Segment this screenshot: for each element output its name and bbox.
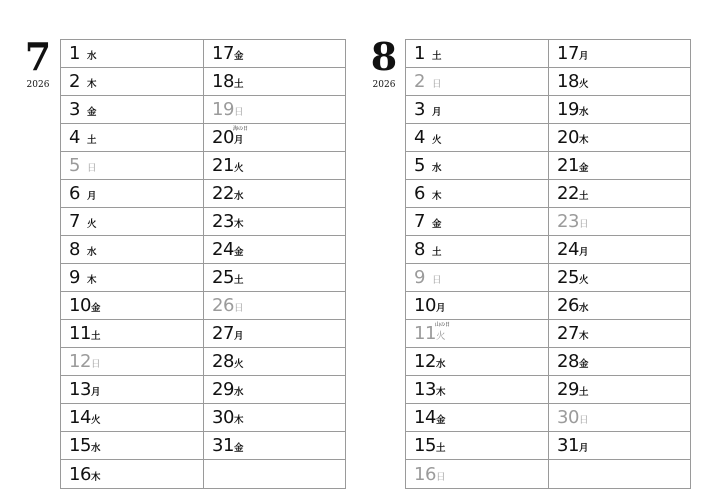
day-cell xyxy=(204,320,346,348)
day-number: 14 xyxy=(414,407,436,428)
day-number: 19 xyxy=(557,99,579,120)
day-cell xyxy=(61,460,203,488)
day-number: 18 xyxy=(557,71,579,92)
weekday-label: 月 xyxy=(579,247,589,258)
weekday-label: 月 xyxy=(579,443,589,454)
day-number: 10 xyxy=(69,295,91,316)
days-column-17-31 xyxy=(203,40,346,488)
weekday-label: 木 xyxy=(579,331,589,342)
day-cell xyxy=(549,208,691,236)
day-cell xyxy=(204,152,346,180)
day-cell xyxy=(204,208,346,236)
day-number: 2 xyxy=(69,71,80,92)
weekday-label: 土 xyxy=(432,51,442,62)
day-number: 23 xyxy=(212,211,234,232)
weekday-label: 火 xyxy=(234,359,244,370)
day-number: 20 xyxy=(557,127,579,148)
day-cell xyxy=(406,404,548,432)
weekday-label: 木 xyxy=(91,472,101,483)
weekday-label: 土 xyxy=(436,443,446,454)
day-cell xyxy=(61,320,203,348)
weekday-label: 日 xyxy=(432,79,442,90)
weekday-label: 月 xyxy=(87,191,97,202)
day-number: 15 xyxy=(414,435,436,456)
day-number: 9 xyxy=(69,267,80,288)
day-cell xyxy=(204,40,346,68)
day-number: 19 xyxy=(212,99,234,120)
day-cell xyxy=(549,96,691,124)
month-number: 7 xyxy=(24,34,52,79)
day-cell xyxy=(549,320,691,348)
weekday-label: 日 xyxy=(91,359,101,370)
day-number: 13 xyxy=(69,379,91,400)
day-cell xyxy=(549,292,691,320)
weekday-label: 金 xyxy=(234,247,244,258)
day-number: 1 xyxy=(69,43,80,64)
weekday-label: 金 xyxy=(91,303,101,314)
day-number: 28 xyxy=(557,351,579,372)
weekday-label: 金 xyxy=(234,443,244,454)
day-cell xyxy=(204,404,346,432)
holiday-name: 海の日 xyxy=(233,126,249,132)
weekday-label: 日 xyxy=(579,415,589,426)
day-number: 7 xyxy=(414,211,425,232)
weekday-label: 火 xyxy=(579,79,589,90)
day-number: 5 xyxy=(69,155,80,176)
day-cell xyxy=(549,432,691,460)
day-cell xyxy=(406,432,548,460)
holiday-name: 山の日 xyxy=(435,322,451,328)
weekday-label: 水 xyxy=(87,247,97,258)
day-number: 29 xyxy=(212,379,234,400)
day-cell xyxy=(61,180,203,208)
day-cell xyxy=(61,152,203,180)
day-cell xyxy=(406,40,548,68)
day-cell xyxy=(204,124,346,152)
day-number: 9 xyxy=(414,267,425,288)
day-number: 4 xyxy=(69,127,80,148)
day-number: 8 xyxy=(69,239,80,260)
day-number: 21 xyxy=(212,155,234,176)
day-cell xyxy=(406,68,548,96)
day-cell xyxy=(406,180,548,208)
day-number: 17 xyxy=(212,43,234,64)
day-number: 12 xyxy=(69,351,91,372)
year-label: 2026 xyxy=(372,80,396,90)
weekday-label: 土 xyxy=(91,331,101,342)
weekday-label: 水 xyxy=(234,387,244,398)
day-cell xyxy=(61,124,203,152)
day-cell xyxy=(406,376,548,404)
day-cell xyxy=(549,68,691,96)
day-cell xyxy=(61,236,203,264)
weekday-label: 水 xyxy=(87,51,97,62)
day-cell xyxy=(61,292,203,320)
day-cell xyxy=(549,124,691,152)
day-number: 7 xyxy=(69,211,80,232)
day-number: 15 xyxy=(69,435,91,456)
day-number: 6 xyxy=(69,183,80,204)
day-cell xyxy=(406,348,548,376)
weekday-label: 火 xyxy=(436,331,446,342)
day-number: 3 xyxy=(69,99,80,120)
weekday-label: 土 xyxy=(579,191,589,202)
day-cell xyxy=(549,180,691,208)
day-cell xyxy=(204,292,346,320)
weekday-label: 日 xyxy=(87,163,97,174)
weekday-label: 月 xyxy=(436,303,446,314)
day-cell xyxy=(406,264,548,292)
day-number: 11 xyxy=(69,323,91,344)
day-number: 23 xyxy=(557,211,579,232)
weekday-label: 水 xyxy=(432,163,442,174)
weekday-label: 火 xyxy=(87,219,97,230)
day-cell xyxy=(61,376,203,404)
day-cell xyxy=(61,348,203,376)
day-number: 27 xyxy=(557,323,579,344)
day-cell xyxy=(406,208,548,236)
day-number: 6 xyxy=(414,183,425,204)
day-cell xyxy=(61,404,203,432)
day-number: 16 xyxy=(414,464,436,485)
weekday-label: 火 xyxy=(432,135,442,146)
day-cell xyxy=(204,236,346,264)
weekday-label: 火 xyxy=(234,163,244,174)
day-cell xyxy=(61,208,203,236)
day-cell xyxy=(61,68,203,96)
day-cell xyxy=(549,404,691,432)
day-number: 5 xyxy=(414,155,425,176)
day-cell xyxy=(406,236,548,264)
weekday-label: 木 xyxy=(432,191,442,202)
day-cell xyxy=(549,236,691,264)
day-number: 27 xyxy=(212,323,234,344)
day-cell xyxy=(549,348,691,376)
day-number: 22 xyxy=(212,183,234,204)
day-number: 30 xyxy=(557,407,579,428)
day-number: 12 xyxy=(414,351,436,372)
weekday-label: 日 xyxy=(234,303,244,314)
day-cell xyxy=(204,376,346,404)
weekday-label: 日 xyxy=(579,219,589,230)
day-number: 3 xyxy=(414,99,425,120)
weekday-label: 木 xyxy=(234,415,244,426)
day-number: 25 xyxy=(557,267,579,288)
day-cell xyxy=(549,376,691,404)
day-number: 13 xyxy=(414,379,436,400)
day-number: 25 xyxy=(212,267,234,288)
day-cell xyxy=(549,264,691,292)
day-cell xyxy=(406,320,548,348)
day-number: 22 xyxy=(557,183,579,204)
weekday-label: 金 xyxy=(87,107,97,118)
weekday-label: 水 xyxy=(579,107,589,118)
weekday-label: 水 xyxy=(91,443,101,454)
weekday-label: 日 xyxy=(432,275,442,286)
day-cell xyxy=(61,96,203,124)
day-number: 31 xyxy=(557,435,579,456)
day-number: 24 xyxy=(557,239,579,260)
day-number: 31 xyxy=(212,435,234,456)
weekday-label: 月 xyxy=(432,107,442,118)
weekday-label: 金 xyxy=(579,163,589,174)
weekday-label: 木 xyxy=(579,135,589,146)
day-cell xyxy=(549,460,691,488)
days-column-1-16 xyxy=(61,40,203,488)
weekday-label: 土 xyxy=(432,247,442,258)
day-number: 16 xyxy=(69,464,91,485)
weekday-label: 金 xyxy=(432,219,442,230)
day-cell xyxy=(406,96,548,124)
day-cell xyxy=(204,460,346,488)
day-number: 10 xyxy=(414,295,436,316)
year-label: 2026 xyxy=(26,80,50,90)
weekday-label: 金 xyxy=(579,359,589,370)
day-cell xyxy=(549,152,691,180)
day-cell xyxy=(406,292,548,320)
day-number: 26 xyxy=(557,295,579,316)
day-number: 28 xyxy=(212,351,234,372)
day-cell xyxy=(406,460,548,488)
weekday-label: 日 xyxy=(234,107,244,118)
day-cell xyxy=(204,348,346,376)
weekday-label: 水 xyxy=(436,359,446,370)
weekday-label: 日 xyxy=(436,472,446,483)
day-cell xyxy=(406,124,548,152)
weekday-label: 火 xyxy=(91,415,101,426)
day-cell xyxy=(204,264,346,292)
day-number: 2 xyxy=(414,71,425,92)
day-number: 11 xyxy=(414,323,436,344)
day-number: 20 xyxy=(212,127,234,148)
day-number: 30 xyxy=(212,407,234,428)
weekday-label: 火 xyxy=(579,275,589,286)
weekday-label: 水 xyxy=(579,303,589,314)
day-number: 14 xyxy=(69,407,91,428)
day-number: 26 xyxy=(212,295,234,316)
weekday-label: 木 xyxy=(436,387,446,398)
days-column-17-31 xyxy=(548,40,691,488)
weekday-label: 月 xyxy=(234,331,244,342)
day-number: 18 xyxy=(212,71,234,92)
day-number: 1 xyxy=(414,43,425,64)
month-number: 8 xyxy=(370,34,398,79)
day-number: 21 xyxy=(557,155,579,176)
weekday-label: 土 xyxy=(87,135,97,146)
day-cell xyxy=(61,40,203,68)
weekday-label: 月 xyxy=(234,135,244,146)
day-cell xyxy=(204,180,346,208)
weekday-label: 土 xyxy=(579,387,589,398)
calendar-grid-july xyxy=(60,39,346,489)
day-cell xyxy=(204,432,346,460)
weekday-label: 月 xyxy=(579,51,589,62)
days-column-1-16 xyxy=(406,40,548,488)
weekday-label: 水 xyxy=(234,191,244,202)
calendar-grid-august xyxy=(405,39,691,489)
weekday-label: 金 xyxy=(234,51,244,62)
weekday-label: 木 xyxy=(234,219,244,230)
weekday-label: 土 xyxy=(234,79,244,90)
weekday-label: 木 xyxy=(87,79,97,90)
day-number: 8 xyxy=(414,239,425,260)
day-number: 24 xyxy=(212,239,234,260)
day-number: 29 xyxy=(557,379,579,400)
weekday-label: 月 xyxy=(91,387,101,398)
day-cell xyxy=(204,68,346,96)
day-cell xyxy=(61,264,203,292)
day-number: 17 xyxy=(557,43,579,64)
weekday-label: 金 xyxy=(436,415,446,426)
day-cell xyxy=(61,432,203,460)
day-cell xyxy=(406,152,548,180)
weekday-label: 木 xyxy=(87,275,97,286)
day-cell xyxy=(204,96,346,124)
weekday-label: 土 xyxy=(234,275,244,286)
day-number: 4 xyxy=(414,127,425,148)
day-cell xyxy=(549,40,691,68)
